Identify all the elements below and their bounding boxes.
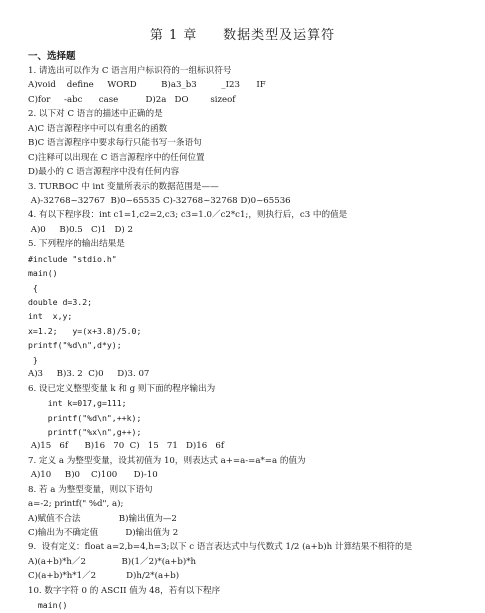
text-line: C)输出为不确定值 D)输出值为 2 [28, 528, 179, 538]
text-line: A)赋值不合法 B)输出值为—2 [28, 513, 177, 524]
text-line: main() [28, 600, 68, 611]
text-line: A)(a+b)*h／2 B)(1／2)*(a+b)*h [28, 556, 197, 567]
text-line: double d=3.2; [28, 297, 93, 307]
text-line: 1. 请选出可以作为 C 语言用户标识符的一组标识符号 [28, 66, 232, 76]
text-line: C)for -abc case D)2a DO sizeof [28, 94, 236, 105]
text-line: D)最小的 C 语言源程序中没有任何内容 [28, 167, 180, 178]
text-line: printf("%x\n",g++); [28, 426, 142, 437]
text-line: C)(a+b)*h*1／2 D)h/2*(a+b) [28, 571, 180, 582]
text-line: 3. TURBOC 中 int 变量所表示的数据范围是—— [28, 181, 219, 192]
text-line: 6. 设已定义整型变量 k 和 g 则下面的程序输出为 [28, 383, 216, 394]
text-line: B)C 语言源程序中要求每行只能书写一条语句 [28, 138, 202, 149]
text-line: x=1.2; y=(x+3.8)/5.0; [28, 325, 142, 336]
text-line: 10. 数字字符 0 的 ASCII 值为 48，若有以下程序 [28, 585, 221, 596]
text-line: 8. 若 a 为整型变量，则以下语句 [28, 484, 153, 495]
text-line: 2. 以下对 C 语言的描述中正确的是 [28, 109, 163, 120]
text-line: int x,y; [28, 311, 73, 322]
text-line: A)C 语言源程序中可以有重名的函数 [28, 123, 168, 134]
text-line: } [28, 354, 38, 365]
chapter-title: 第 1 章 数据类型及运算符 [149, 28, 336, 43]
text-line: { [28, 282, 38, 293]
text-line: A)-32768~32767 B)0~65535 C)-32768~32768 D)0~65536 [28, 195, 291, 206]
text-line: main() [28, 268, 58, 279]
text-line: A)void define WORD B)a3_b3 _I23 IF [28, 80, 266, 91]
text-line: #include "stdio.h" [28, 253, 117, 264]
question-list [28, 64, 473, 613]
text-line: a=-2; printf(" %d", a); [28, 499, 124, 510]
text-line: int k=017,g=111; [28, 398, 127, 409]
text-line: C)注释可以出现在 C 语言源程序中的任何位置 [28, 152, 205, 163]
text-line: 9. 设有定义：float a=2,b=4,h=3;以下 c 语言表达式中与代数式 1/2 (a+b)h 计算结果不相符的是 [28, 542, 413, 553]
text-line: printf("%d\n",d*y); [28, 340, 122, 351]
section-heading: 一、选择题 [28, 51, 76, 62]
text-line: 4. 有以下程序段：int c1=1,c2=2,c3; c3=1.0／c2*c1;，则执行后，c3 中的值是 [28, 210, 348, 221]
text-line: A)3 B)3. 2 C)0 D)3. 07 [28, 369, 150, 380]
text-line: printf("%d\n",++k); [28, 412, 142, 423]
text-line: A)15 6f B)16 70 C) 15 71 D)16 6f [28, 441, 225, 452]
text-line: 5. 下列程序的输出结果是 [28, 239, 125, 250]
text-line: 7. 定义 a 为整型变量，设其初值为 10，则表达式 a+=a-=a*=a 的值为 [28, 455, 306, 466]
text-line: A)10 B)0 C)100 D)-10 [28, 470, 158, 481]
text-line: A)0 B)0.5 C)1 D) 2 [28, 224, 133, 235]
